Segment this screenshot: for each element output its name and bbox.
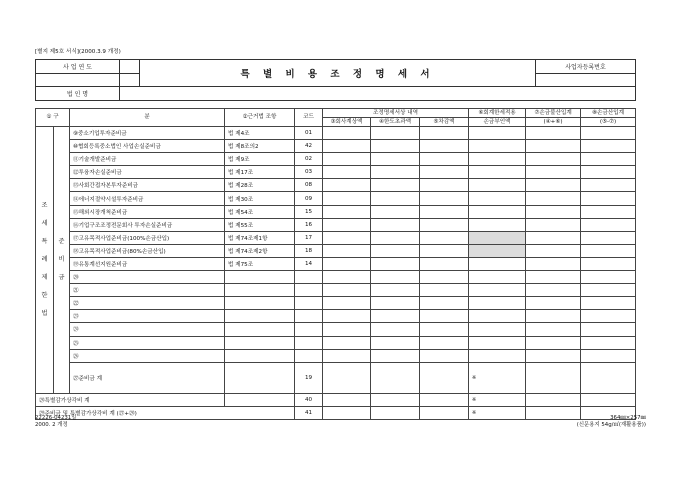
subtotal-deductible[interactable] — [581, 362, 636, 393]
table-row — [36, 179, 636, 192]
table-row — [36, 153, 636, 166]
row-name: ⑩협회등록중소법인 사업손실준비금 — [70, 140, 225, 153]
side-label-char: 금 — [58, 273, 65, 281]
side-label-reserve — [54, 127, 70, 394]
row-code: 14 — [295, 257, 323, 270]
row-excess-amount[interactable] — [371, 218, 420, 231]
row-excess-amount[interactable] — [371, 192, 420, 205]
row-name: ⑮해외시장개척준비금 — [70, 205, 225, 218]
row-code: 08 — [295, 179, 323, 192]
row-deduction-amount[interactable] — [420, 349, 469, 362]
row-excess-amount[interactable] — [371, 349, 420, 362]
row-company-amount[interactable] — [323, 140, 371, 153]
row-min-tax[interactable] — [469, 166, 526, 179]
row-deduction-amount[interactable] — [420, 271, 469, 284]
row-company-amount[interactable] — [323, 179, 371, 192]
row-name: ㉕ — [70, 336, 225, 349]
row-deductible[interactable] — [581, 323, 636, 336]
col-header-code: 코드 — [295, 109, 323, 127]
row-excess-amount[interactable] — [371, 244, 420, 257]
special-dep-excess[interactable] — [371, 393, 420, 406]
row-name: ⑳ — [70, 271, 225, 284]
row-company-amount[interactable] — [323, 257, 371, 270]
row-deductible[interactable] — [581, 140, 636, 153]
corp-name-value[interactable] — [120, 87, 636, 101]
row-min-tax[interactable] — [469, 218, 526, 231]
row-nondeductible[interactable] — [526, 218, 581, 231]
row-code — [295, 297, 323, 310]
special-dep-mark: ※ — [469, 393, 526, 406]
col-header-nondeductible-b: (④+⑥) — [526, 118, 581, 127]
row-deductible[interactable] — [581, 310, 636, 323]
row-code: 02 — [295, 153, 323, 166]
row-deductible[interactable] — [581, 284, 636, 297]
subtotal-deduct[interactable] — [420, 362, 469, 393]
row-min-tax[interactable] — [469, 336, 526, 349]
row-law: 법 제28조 — [225, 179, 295, 192]
row-excess-amount[interactable] — [371, 271, 420, 284]
row-deductible[interactable] — [581, 192, 636, 205]
form-number-note: [별지 제5호 서식](2000.3.9 개정) — [35, 49, 121, 55]
row-min-tax[interactable] — [469, 349, 526, 362]
row-nondeductible[interactable] — [526, 179, 581, 192]
row-deduction-amount[interactable] — [420, 179, 469, 192]
row-deductible[interactable] — [581, 349, 636, 362]
special-dep-company[interactable] — [323, 393, 371, 406]
row-deduction-amount[interactable] — [420, 323, 469, 336]
row-nondeductible[interactable] — [526, 166, 581, 179]
regno-value-cell[interactable] — [536, 73, 636, 87]
row-law — [225, 336, 295, 349]
row-min-tax[interactable] — [469, 297, 526, 310]
row-min-tax[interactable] — [469, 153, 526, 166]
row-code — [295, 271, 323, 284]
table-row — [36, 323, 636, 336]
row-law: 법 제8조의2 — [225, 140, 295, 153]
row-law: 법 제9조 — [225, 153, 295, 166]
side-label-tax-law — [36, 127, 54, 394]
row-company-amount[interactable] — [323, 244, 371, 257]
row-excess-amount[interactable] — [371, 179, 420, 192]
table-row — [36, 244, 636, 257]
row-excess-amount[interactable] — [371, 127, 420, 140]
row-deduction-amount[interactable] — [420, 257, 469, 270]
row-name: ⑱고유목적사업준비금(80%손금산입) — [70, 244, 225, 257]
row-deductible[interactable] — [581, 179, 636, 192]
row-name: ⑭에너지절약시설투자준비금 — [70, 192, 225, 205]
row-name: ⑨중소기업투자준비금 — [70, 127, 225, 140]
row-deduction-amount[interactable] — [420, 310, 469, 323]
row-nondeductible[interactable] — [526, 127, 581, 140]
total-deduct[interactable] — [420, 406, 469, 419]
row-code: 42 — [295, 140, 323, 153]
row-nondeductible[interactable] — [526, 257, 581, 270]
row-name: ⑪기술개발준비금 — [70, 153, 225, 166]
row-law: 법 제74조제2항 — [225, 244, 295, 257]
row-deductible[interactable] — [581, 336, 636, 349]
table-row — [36, 349, 636, 362]
row-company-amount[interactable] — [323, 349, 371, 362]
row-law: 법 제54조 — [225, 205, 295, 218]
year-value-cell-3[interactable] — [120, 73, 140, 87]
col-header-deduction-amount: ⑤차감액 — [420, 118, 469, 127]
row-code: 17 — [295, 231, 323, 244]
header-table — [35, 59, 636, 101]
col-header-division-a: ① 구 — [36, 109, 70, 127]
col-header-adjustment-group: 조정명세서상 내역 — [323, 109, 469, 118]
row-nondeductible[interactable] — [526, 231, 581, 244]
total-mark: ※ — [469, 406, 526, 419]
col-header-min-tax-b: 손금부인액 — [469, 118, 526, 127]
year-label: 사 업 연 도 — [36, 60, 120, 74]
footer-paper-size: 364㎜×257㎜ — [610, 415, 646, 421]
row-company-amount[interactable] — [323, 218, 371, 231]
row-nondeductible[interactable] — [526, 271, 581, 284]
row-company-amount[interactable] — [323, 192, 371, 205]
row-deduction-amount[interactable] — [420, 231, 469, 244]
col-header-division-b: 분 — [70, 109, 225, 127]
row-code — [295, 310, 323, 323]
table-row — [36, 336, 636, 349]
row-company-amount[interactable] — [323, 310, 371, 323]
row-law — [225, 323, 295, 336]
row-company-amount[interactable] — [323, 205, 371, 218]
row-nondeductible[interactable] — [526, 192, 581, 205]
special-dep-label: ㉘특별감가상각비 계 — [36, 393, 225, 406]
row-excess-amount[interactable] — [371, 310, 420, 323]
total-excess[interactable] — [371, 406, 420, 419]
row-code: 16 — [295, 218, 323, 231]
row-deductible[interactable] — [581, 166, 636, 179]
row-company-amount[interactable] — [323, 231, 371, 244]
col-header-excess-amount: ④한도초과액 — [371, 118, 420, 127]
subtotal-row — [36, 362, 636, 393]
row-law: 법 제17조 — [225, 166, 295, 179]
row-excess-amount[interactable] — [371, 166, 420, 179]
row-name: ㉓ — [70, 310, 225, 323]
row-code — [295, 323, 323, 336]
row-law: 법 제4조 — [225, 127, 295, 140]
row-min-tax — [469, 244, 526, 257]
special-dep-deduct[interactable] — [420, 393, 469, 406]
table-row — [36, 310, 636, 323]
row-nondeductible[interactable] — [526, 153, 581, 166]
side-label-char: 세 — [41, 219, 48, 227]
side-label-char: 비 — [58, 255, 65, 263]
adjustment-table — [35, 108, 636, 420]
row-law — [225, 284, 295, 297]
table-row — [36, 257, 636, 270]
total-row — [36, 406, 636, 419]
table-row — [36, 284, 636, 297]
row-name: ㉒ — [70, 297, 225, 310]
row-nondeductible[interactable] — [526, 205, 581, 218]
total-code: 41 — [295, 406, 323, 419]
row-excess-amount[interactable] — [371, 284, 420, 297]
col-header-company-amount: ③회사계상액 — [323, 118, 371, 127]
side-label-char: 준 — [58, 237, 65, 245]
row-excess-amount[interactable] — [371, 297, 420, 310]
row-code: 18 — [295, 244, 323, 257]
row-deduction-amount[interactable] — [420, 127, 469, 140]
row-deduction-amount[interactable] — [420, 284, 469, 297]
table-row — [36, 192, 636, 205]
row-company-amount[interactable] — [323, 336, 371, 349]
row-excess-amount[interactable] — [371, 336, 420, 349]
row-excess-amount[interactable] — [371, 153, 420, 166]
row-code: 01 — [295, 127, 323, 140]
row-deductible[interactable] — [581, 257, 636, 270]
row-min-tax[interactable] — [469, 205, 526, 218]
row-min-tax[interactable] — [469, 140, 526, 153]
row-code — [295, 336, 323, 349]
row-law — [225, 349, 295, 362]
row-min-tax[interactable] — [469, 257, 526, 270]
row-name: ⑫투융자손실준비금 — [70, 166, 225, 179]
table-row — [36, 271, 636, 284]
row-nondeductible[interactable] — [526, 310, 581, 323]
subtotal-code: 19 — [295, 362, 323, 393]
row-deduction-amount[interactable] — [420, 244, 469, 257]
corp-name-label: 법 인 명 — [36, 87, 120, 101]
row-deductible[interactable] — [581, 271, 636, 284]
row-deduction-amount[interactable] — [420, 336, 469, 349]
table-row — [36, 140, 636, 153]
form-title: 특 별 비 용 조 정 명 세 서 — [140, 60, 536, 87]
row-company-amount[interactable] — [323, 271, 371, 284]
col-header-nondeductible-a: ⑦손금불산입계 — [526, 109, 581, 118]
row-company-amount[interactable] — [323, 153, 371, 166]
col-header-deductible-b: (⑤-⑦) — [581, 118, 636, 127]
side-label-char: 법 — [41, 309, 48, 317]
row-name: ⑰고유목적사업준비금(100%손금산입) — [70, 231, 225, 244]
row-min-tax[interactable] — [469, 192, 526, 205]
row-company-amount[interactable] — [323, 297, 371, 310]
special-dep-deductible[interactable] — [581, 393, 636, 406]
subtotal-label: ㉗준비금 계 — [70, 362, 225, 393]
regno-label: 사업자등록번호 — [536, 60, 636, 74]
row-deductible[interactable] — [581, 244, 636, 257]
total-company[interactable] — [323, 406, 371, 419]
row-law — [225, 310, 295, 323]
year-value-cell[interactable] — [120, 60, 140, 74]
row-excess-amount[interactable] — [371, 257, 420, 270]
special-dep-law[interactable] — [225, 393, 295, 406]
row-name: ㉑ — [70, 284, 225, 297]
row-min-tax — [469, 231, 526, 244]
row-code — [295, 349, 323, 362]
row-nondeductible[interactable] — [526, 349, 581, 362]
subtotal-nondeductible[interactable] — [526, 362, 581, 393]
year-value-cell-2[interactable] — [36, 73, 120, 87]
row-name: ⑲유통계선지원준비금 — [70, 257, 225, 270]
subtotal-mark: ※ — [469, 362, 526, 393]
row-company-amount[interactable] — [323, 284, 371, 297]
row-excess-amount[interactable] — [371, 140, 420, 153]
col-header-min-tax-a: ⑥회계한세적용 — [469, 109, 526, 118]
footer-form-code: 22226-04231일 — [35, 415, 77, 421]
table-row — [36, 231, 636, 244]
subtotal-excess[interactable] — [371, 362, 420, 393]
row-code: 09 — [295, 192, 323, 205]
table-row — [36, 205, 636, 218]
special-depreciation-row — [36, 393, 636, 406]
special-dep-nondeductible[interactable] — [526, 393, 581, 406]
row-min-tax[interactable] — [469, 271, 526, 284]
footer-left — [35, 415, 76, 429]
row-nondeductible[interactable] — [526, 140, 581, 153]
table-row — [36, 297, 636, 310]
row-name: ㉖ — [70, 349, 225, 362]
row-deductible[interactable] — [581, 297, 636, 310]
subtotal-law[interactable] — [225, 362, 295, 393]
row-deductible[interactable] — [581, 218, 636, 231]
row-deductible[interactable] — [581, 153, 636, 166]
col-header-deductible-a: ⑧손금산입계 — [581, 109, 636, 118]
row-deductible[interactable] — [581, 205, 636, 218]
row-nondeductible[interactable] — [526, 244, 581, 257]
row-law — [225, 297, 295, 310]
row-min-tax[interactable] — [469, 127, 526, 140]
row-min-tax[interactable] — [469, 323, 526, 336]
row-excess-amount[interactable] — [371, 205, 420, 218]
row-excess-amount[interactable] — [371, 231, 420, 244]
row-excess-amount[interactable] — [371, 323, 420, 336]
side-label-char: 조 — [41, 201, 48, 209]
row-law: 법 제30조 — [225, 192, 295, 205]
row-name: ㉔ — [70, 323, 225, 336]
footer-right — [577, 415, 646, 429]
table-row — [36, 127, 636, 140]
special-dep-code: 40 — [295, 393, 323, 406]
reserve-rows — [36, 127, 636, 394]
row-min-tax[interactable] — [469, 284, 526, 297]
total-nondeductible[interactable] — [526, 406, 581, 419]
row-name: ⑯기업구조조정전문회사 투자손실준비금 — [70, 218, 225, 231]
row-deduction-amount[interactable] — [420, 140, 469, 153]
row-code — [295, 284, 323, 297]
row-min-tax[interactable] — [469, 310, 526, 323]
table-row — [36, 166, 636, 179]
row-nondeductible[interactable] — [526, 323, 581, 336]
row-company-amount[interactable] — [323, 323, 371, 336]
side-label-char: 제 — [41, 273, 48, 281]
row-nondeductible[interactable] — [526, 336, 581, 349]
row-nondeductible[interactable] — [526, 284, 581, 297]
side-label-char: 특 — [41, 237, 48, 245]
row-deduction-amount[interactable] — [420, 166, 469, 179]
row-deduction-amount[interactable] — [420, 205, 469, 218]
row-law: 법 제74조제1항 — [225, 231, 295, 244]
footer-revision: 2000. 2 개정 — [35, 422, 68, 428]
row-law: 법 제55조 — [225, 218, 295, 231]
row-company-amount[interactable] — [323, 127, 371, 140]
row-nondeductible[interactable] — [526, 297, 581, 310]
col-header-law: ②근거법 조항 — [225, 109, 295, 127]
row-deduction-amount[interactable] — [420, 153, 469, 166]
row-law — [225, 271, 295, 284]
row-deductible[interactable] — [581, 231, 636, 244]
row-min-tax[interactable] — [469, 179, 526, 192]
row-deduction-amount[interactable] — [420, 192, 469, 205]
row-deduction-amount[interactable] — [420, 218, 469, 231]
row-code: 03 — [295, 166, 323, 179]
total-label: ㉙준비금 및 특별감가상각비 계 (㉗+㉘) — [36, 406, 295, 419]
row-deduction-amount[interactable] — [420, 297, 469, 310]
table-row — [36, 218, 636, 231]
row-law: 법 제75조 — [225, 257, 295, 270]
side-label-char: 례 — [41, 255, 48, 263]
row-code: 15 — [295, 205, 323, 218]
row-name: ⑬사회간접자본투자준비금 — [70, 179, 225, 192]
footer-paper-type: (신문용지 54g/㎡(재활용품)) — [576, 422, 646, 428]
row-deductible[interactable] — [581, 127, 636, 140]
row-company-amount[interactable] — [323, 166, 371, 179]
subtotal-company[interactable] — [323, 362, 371, 393]
side-label-char: 한 — [41, 291, 48, 299]
